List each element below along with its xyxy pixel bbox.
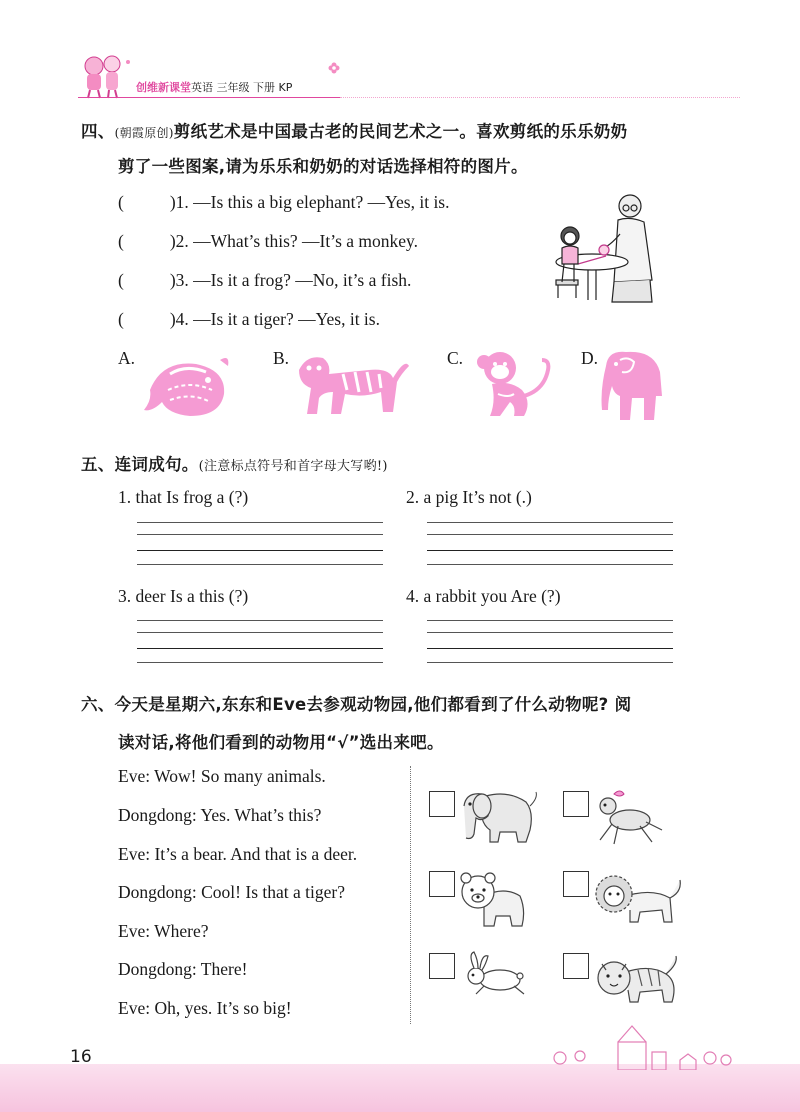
answer-paren-close: ) [169, 270, 176, 290]
deer-icon [592, 786, 664, 856]
monkey-papercut-icon [470, 346, 554, 422]
elephant-papercut-icon [598, 346, 666, 424]
dialogue-line: Dongdong: Yes. What’s this? [118, 805, 322, 825]
section6-number: 六、 [81, 695, 115, 714]
option-d-label: D. [581, 348, 599, 368]
header-subject: 英语 三年级 下册 KP [191, 81, 293, 94]
question-text: 1. —Is this a big elephant? —Yes, it is. [175, 192, 450, 212]
dialogue-line: Eve: Where? [118, 921, 209, 941]
bear-icon [456, 866, 528, 936]
option-a-label: A. [118, 348, 136, 368]
question-4 [118, 309, 380, 330]
option-b-label: B. [273, 348, 290, 368]
tiger-icon [592, 950, 680, 1010]
checkbox-elephant[interactable] [429, 791, 455, 817]
section6-heading [81, 691, 631, 715]
answer-paren-open[interactable]: ( [118, 231, 124, 251]
header-rule [78, 97, 340, 98]
answer-paren-close: ) [169, 309, 176, 329]
section6-line1: 今天是星期六,东东和Eve去参观动物园,他们都看到了什么动物呢? 阅 [114, 695, 632, 714]
checkbox-rabbit[interactable] [429, 953, 455, 979]
reorder-item-3: 3. deer Is a this (?) [118, 586, 249, 606]
question-text: 4. —Is it a tiger? —Yes, it is. [175, 309, 380, 329]
writing-lines-3[interactable] [137, 620, 383, 664]
girl-grandma-illustration [548, 190, 662, 308]
dialogue-line: Eve: Oh, yes. It’s so big! [118, 998, 292, 1018]
dotted-divider [410, 766, 411, 1024]
flower-icon [328, 62, 340, 74]
option-c-label: C. [447, 348, 464, 368]
dialogue-line: Dongdong: There! [118, 959, 248, 979]
question-text: 2. —What’s this? —It’s a monkey. [175, 231, 419, 251]
reorder-item-2: 2. a pig It’s not (.) [406, 487, 532, 507]
lion-icon [592, 866, 686, 934]
footer-band [0, 1064, 800, 1112]
answer-paren-close: ) [169, 231, 176, 251]
section4-tag: (朝霞原创) [114, 126, 174, 140]
answer-paren-close: ) [169, 192, 176, 212]
answer-paren-open[interactable]: ( [118, 192, 124, 212]
checkbox-bear[interactable] [429, 871, 455, 897]
question-3 [118, 270, 411, 291]
answer-paren-open[interactable]: ( [118, 270, 124, 290]
fish-papercut-icon [140, 350, 232, 422]
dialogue-line: Dongdong: Cool! Is that a tiger? [118, 882, 345, 902]
section6-line2: 读对话,将他们看到的动物用“√”选出来吧。 [118, 733, 444, 752]
rabbit-icon [458, 950, 530, 1000]
dialogue-line: Eve: Wow! So many animals. [118, 766, 326, 786]
question-2 [118, 231, 418, 252]
section4-number: 四、 [81, 122, 115, 141]
section5-note: (注意标点符号和首字母大写哟!) [198, 459, 388, 474]
header-dotted-rule [340, 97, 740, 98]
section5-title: 连词成句。 [114, 455, 199, 474]
header-kids-logo [78, 52, 136, 100]
section5-number: 五、 [81, 455, 115, 474]
castle-decoration [540, 1020, 740, 1070]
dialogue-line: Eve: It’s a bear. And that is a deer. [118, 844, 358, 864]
checkbox-tiger[interactable] [563, 953, 589, 979]
checkbox-lion[interactable] [563, 871, 589, 897]
section5-heading [81, 451, 388, 475]
section4-line2: 剪了一些图案,请为乐乐和奶奶的对话选择相符的图片。 [118, 157, 528, 176]
page-number: 16 [70, 1047, 92, 1067]
checkbox-deer[interactable] [563, 791, 589, 817]
question-text: 3. —Is it a frog? —No, it’s a fish. [175, 270, 412, 290]
elephant-icon [456, 786, 542, 848]
section4-line1: 剪纸艺术是中国最古老的民间艺术之一。喜欢剪纸的乐乐奶奶 [173, 122, 628, 141]
reorder-item-4: 4. a rabbit you Are (?) [406, 586, 561, 606]
writing-lines-1[interactable] [137, 522, 383, 566]
tiger-papercut-icon [293, 348, 411, 420]
section4-heading [81, 118, 627, 142]
writing-lines-2[interactable] [427, 522, 673, 566]
writing-lines-4[interactable] [427, 620, 673, 664]
header-brand: 创维新课堂 [136, 81, 191, 94]
answer-paren-open[interactable]: ( [118, 309, 124, 329]
question-1 [118, 192, 450, 213]
reorder-item-1: 1. that Is frog a (?) [118, 487, 249, 507]
